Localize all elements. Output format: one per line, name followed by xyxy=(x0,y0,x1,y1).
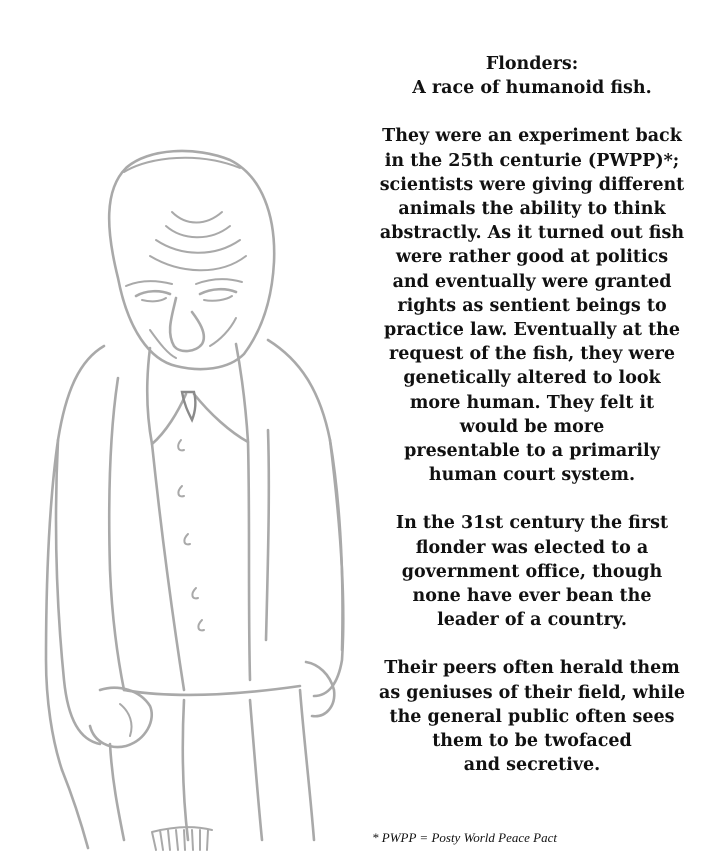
left-hand xyxy=(90,688,152,747)
jacket-body xyxy=(46,346,104,770)
head-outline xyxy=(109,151,274,369)
left-eye xyxy=(136,291,170,296)
button xyxy=(192,588,198,598)
paragraph-government: In the 31st century the first flonder was elected to a government office, though none have ever bean the leader of a country. xyxy=(395,513,669,631)
fringe xyxy=(152,827,212,850)
left-arm xyxy=(56,440,100,744)
right-arm xyxy=(314,440,343,696)
button xyxy=(184,534,190,544)
paragraph-reputation: Their peers often herald them as geniuses of their field, while the general public often sees them to be twofaced and secretive. xyxy=(378,658,686,776)
right-eye xyxy=(200,289,236,294)
description-text-column xyxy=(356,52,708,801)
button xyxy=(198,620,204,630)
page-title: Flonders: A race of humanoid fish. xyxy=(412,54,652,99)
paragraph-origin: They were an experiment back in the 25th centurie (PWPP)*; scientists were giving different animals the ability to think abstractly. As it turned out fish were rather good at politics and eventually were granted rights as sentient beings to practice law. Eventually at the request of the fish, they were genetically altered to look more human. They felt it would be more presentable to a primarily human court system. xyxy=(379,126,685,486)
pants xyxy=(124,686,300,695)
forehead-lines xyxy=(172,212,222,223)
button xyxy=(178,486,184,496)
footnote: * PWPP = Posty World Peace Pact xyxy=(372,830,557,845)
button xyxy=(178,440,184,450)
nose xyxy=(170,298,204,351)
